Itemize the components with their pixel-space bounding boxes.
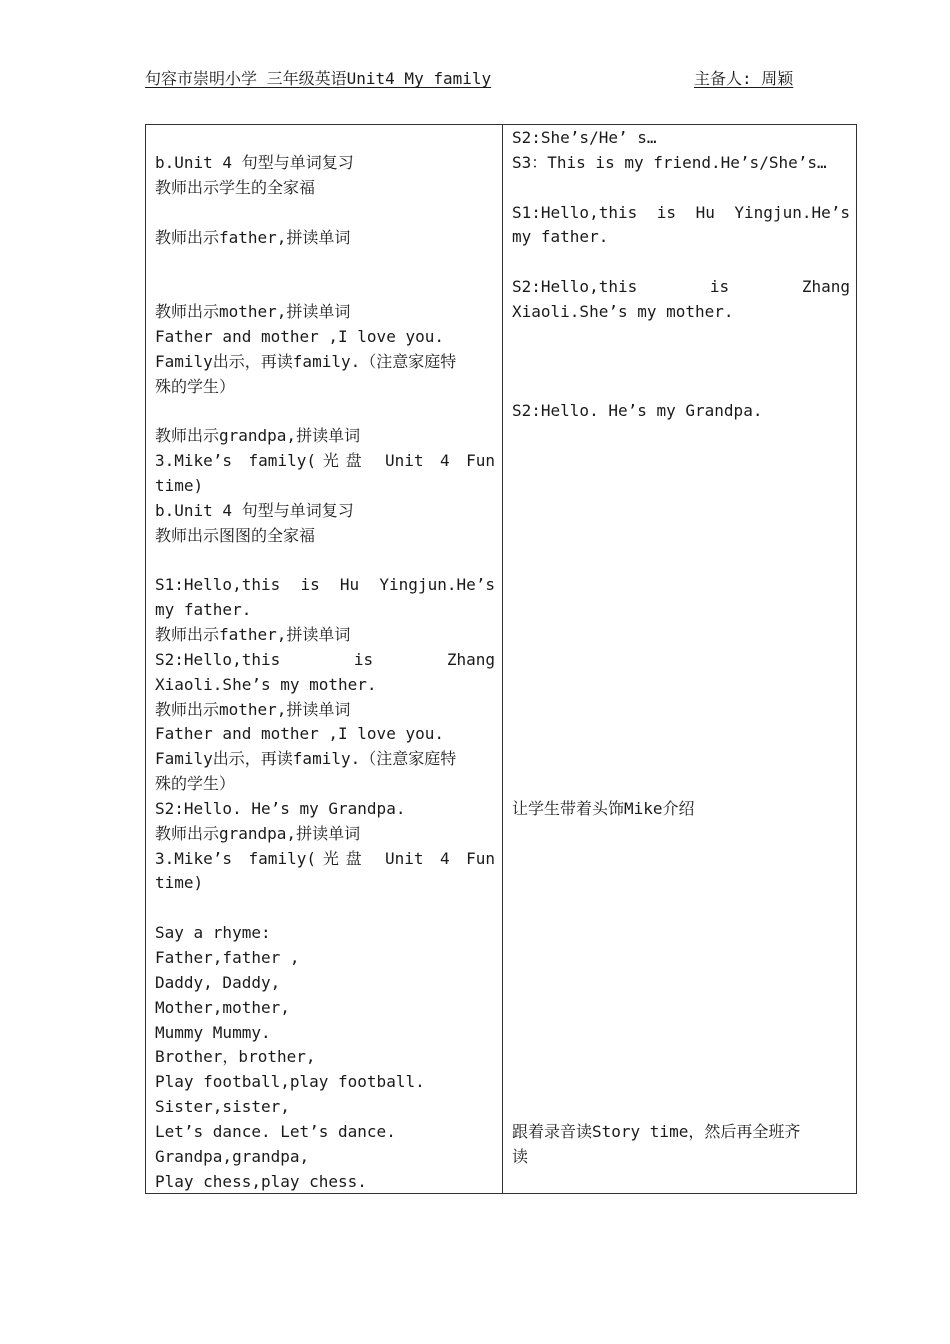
text-line: b.Unit 4 句型与单词复习 (155, 153, 354, 172)
text-line: 教师出示grandpa,拼读单词 (155, 426, 361, 446)
student-activity-column (512, 125, 850, 1169)
text-line (155, 549, 495, 574)
text-line (155, 250, 495, 275)
text-line (512, 499, 850, 524)
text-line: 教师出示mother,拼读单词 (155, 699, 351, 719)
text-line (512, 325, 850, 350)
text-line: Father and mother ,I love you. (155, 326, 444, 346)
text-line (512, 374, 850, 399)
text-line (512, 1095, 850, 1120)
text-line: Grandpa,grandpa, (155, 1146, 310, 1166)
text-line (512, 548, 850, 573)
text-line (512, 623, 850, 648)
text-line (512, 846, 850, 871)
text-line: Let’s dance. Let’s dance. (155, 1121, 396, 1141)
text-line: 教师出示mother,拼读单词 (155, 302, 351, 322)
lesson-table (145, 124, 857, 1194)
text-line: Play chess,play chess. (155, 1171, 367, 1191)
text-line: Family出示，再读family.（注意家庭特 (155, 351, 457, 371)
text-line (512, 1070, 850, 1095)
text-line: my father. (512, 227, 609, 247)
text-line (512, 573, 850, 598)
text-line: 让学生带着头饰Mike介绍 (512, 798, 695, 818)
teacher-activity-column (155, 125, 495, 1194)
text-line: S2:Hello. He’s my Grandpa. (512, 401, 763, 421)
text-line: Xiaoli.She’s my mother. (512, 301, 734, 321)
text-line: 教师出示学生的全家福 (155, 177, 316, 197)
text-line (512, 871, 850, 896)
text-line (512, 449, 850, 474)
text-line (512, 896, 850, 921)
text-line (512, 673, 850, 698)
text-line: Mother,mother, (155, 997, 290, 1017)
text-line: Xiaoli.She’s my mother. (155, 674, 377, 694)
text-line (512, 921, 850, 946)
text-line: S2:Hello,this is Zhang (155, 649, 495, 669)
text-line: 读 (512, 1146, 529, 1166)
text-line: Say a rhyme: (155, 923, 271, 943)
text-line (155, 399, 495, 424)
text-line: 殊的学生） (155, 376, 236, 396)
text-line (155, 896, 495, 921)
text-line (512, 424, 850, 449)
text-line (512, 1020, 850, 1045)
text-line: Play football,play football. (155, 1072, 425, 1092)
text-line: 教师出示father,拼读单词 (155, 227, 351, 247)
text-line (512, 176, 850, 201)
text-line (512, 598, 850, 623)
text-line (512, 996, 850, 1021)
text-line (512, 772, 850, 797)
text-line (512, 697, 850, 722)
text-line: 跟着录音读Story time，然后再全班齐 (512, 1121, 801, 1141)
text-line (512, 1045, 850, 1070)
text-line (512, 350, 850, 375)
text-line: S1:Hello,this is Hu Yingjun.He’s (155, 575, 495, 595)
text-line: Family出示，再读family.（注意家庭特 (155, 749, 457, 769)
text-line (512, 250, 850, 275)
text-line (155, 275, 495, 300)
text-line (512, 524, 850, 549)
text-line: Mummy Mummy. (155, 1022, 271, 1042)
text-line: 3.Mike’s family(光盘 Unit 4 Fun (155, 848, 495, 868)
text-line: my father. (155, 600, 252, 620)
text-line: Sister,sister, (155, 1097, 290, 1117)
document-header-author: 主备人: 周颖 (694, 69, 794, 88)
text-line: b.Unit 4 句型与单词复习 (155, 500, 354, 520)
text-line: S2:She’s/He’ s… (512, 128, 657, 147)
text-line: time) (155, 873, 204, 893)
text-line (512, 474, 850, 499)
text-line: 教师出示图图的全家福 (155, 525, 316, 545)
text-line: 殊的学生） (155, 774, 236, 794)
text-line: Father,father , (155, 948, 300, 967)
text-line: 3.Mike’s family(光盘 Unit 4 Fun (155, 451, 495, 471)
text-line: Brother，brother, (155, 1047, 316, 1067)
text-line: 教师出示father,拼读单词 (155, 625, 351, 645)
text-line (512, 648, 850, 673)
document-header-title: 句容市崇明小学 三年级英语Unit4 My family (145, 69, 492, 88)
text-line (512, 946, 850, 971)
text-line: time) (155, 475, 204, 495)
text-line (155, 201, 495, 226)
text-line (512, 971, 850, 996)
text-line: S2:Hello,this is Zhang (512, 277, 850, 297)
column-divider (502, 125, 503, 1193)
text-line (512, 747, 850, 772)
text-line: 教师出示grandpa,拼读单词 (155, 823, 361, 843)
text-line (512, 822, 850, 847)
text-line: Father and mother ,I love you. (155, 724, 444, 744)
text-line: S1:Hello,this is Hu Yingjun.He’s (512, 202, 850, 222)
text-line: Daddy, Daddy, (155, 972, 281, 992)
text-line: S3：This is my friend.He’s/She’s… (512, 152, 827, 172)
text-line: S2:Hello. He’s my Grandpa. (155, 798, 406, 818)
text-line (512, 722, 850, 747)
